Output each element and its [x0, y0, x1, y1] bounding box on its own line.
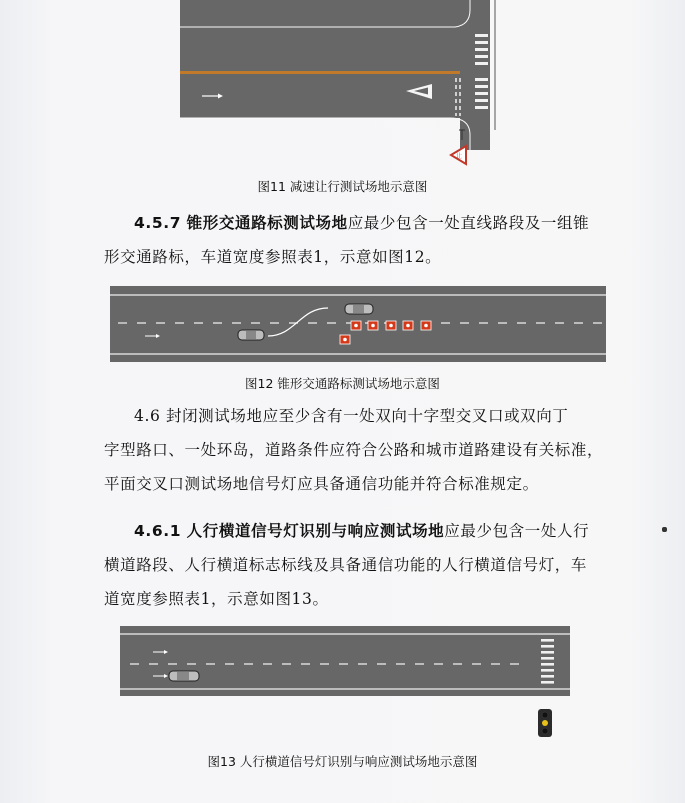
figure13-caption: 图13 人行横道信号灯识别与响应测试场地示意图 — [207, 754, 478, 769]
section-4-5-7-text-1: 应最少包含一处直线路段及一组锥 — [347, 214, 590, 232]
section-4-6-1-text-2: 横道路段、人行横道标志标线及具备通信功能的人行横道信号灯，车 — [104, 556, 588, 574]
fig12-target-car-icon — [345, 304, 373, 314]
section-4-6-text-3: 平面交叉口测试场地信号灯应具备通信功能并符合标准规定。 — [104, 475, 539, 493]
figure12-diagram — [110, 286, 606, 362]
section-4-5-7-heading: 锥形交通路标测试场地 — [186, 214, 348, 232]
section-4-6-1-text-3: 道宽度参照表1，示意如图13。 — [104, 590, 329, 608]
svg-text:让: 让 — [456, 153, 463, 160]
section-4-6-1-number: 4.6.1 — [134, 522, 182, 540]
section-4-5-7-text-2: 形交通路标，车道宽度参照表1，示意如图12。 — [104, 248, 442, 266]
figure12-caption: 图12 锥形交通路标测试场地示意图 — [245, 376, 440, 391]
section-4-6-1-heading: 人行横道信号灯识别与响应测试场地 — [186, 522, 445, 540]
pedestrian-traffic-light-icon — [537, 708, 553, 738]
figure13-diagram — [120, 626, 570, 696]
section-4-5-7-paragraph — [104, 206, 590, 274]
figure11-diagram — [170, 0, 520, 170]
section-4-6-paragraph — [104, 399, 604, 501]
figure11-caption: 图11 减速让行测试场地示意图 — [257, 179, 428, 194]
fig11-center-line — [180, 71, 460, 74]
fig13-road — [120, 626, 570, 696]
fig13-test-car-icon — [169, 671, 199, 681]
section-4-6-text-2: 字型路口、一处环岛，道路条件应符合公路和城市道路建设有关标准， — [104, 441, 604, 459]
section-4-6-1-text-1: 应最少包含一处人行 — [444, 522, 590, 540]
section-4-6-text-1: 4.6 封闭测试场地应至少含有一处双向十字型交叉口或双向丁 — [134, 407, 569, 425]
section-4-6-1-paragraph — [104, 514, 590, 616]
scan-speck — [662, 527, 667, 532]
section-4-5-7-number: 4.5.7 — [134, 214, 182, 232]
fig12-test-car-icon — [238, 330, 264, 340]
